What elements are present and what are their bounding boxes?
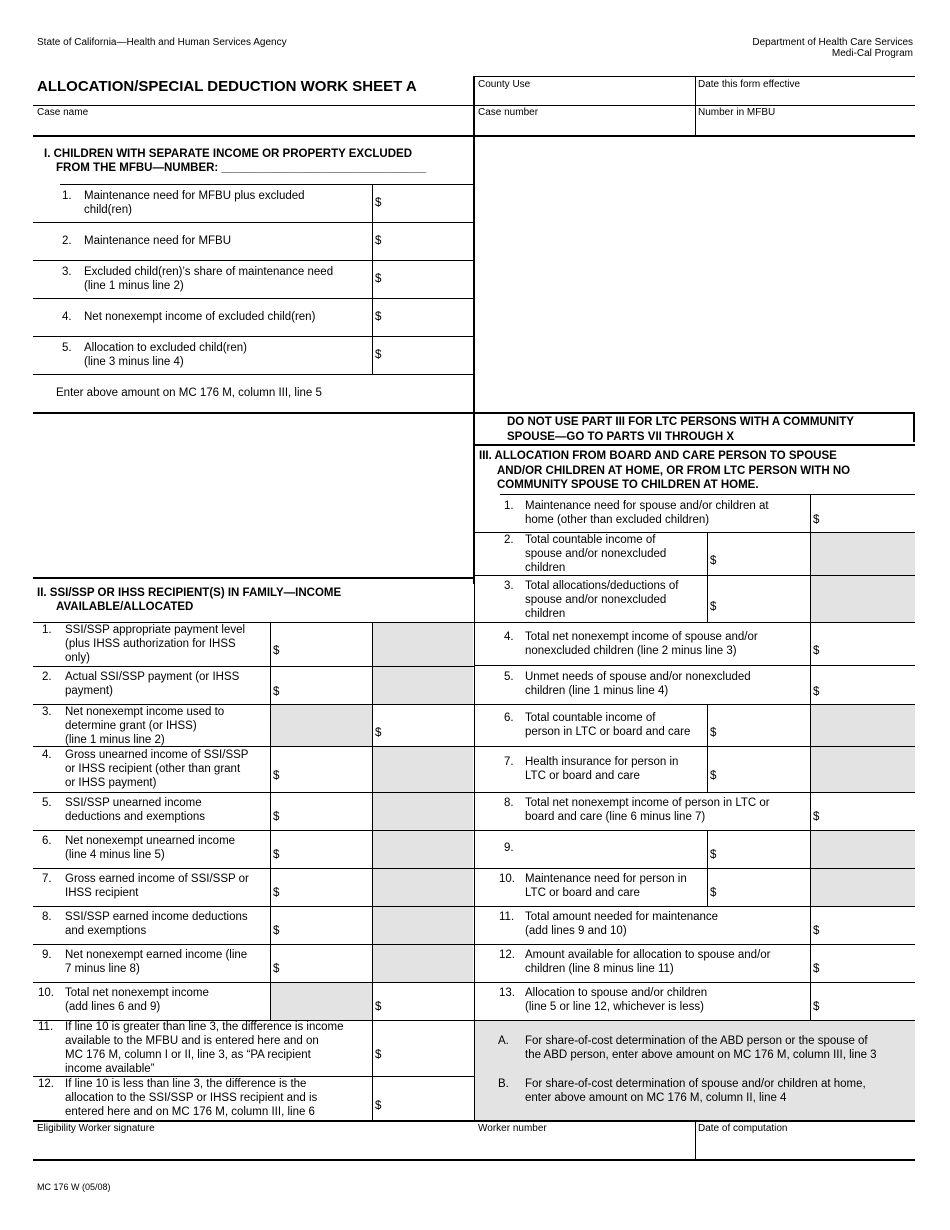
part1-footer-note: Enter above amount on MC 176 M, column III, line 5	[56, 387, 322, 399]
part3-line11-amount[interactable]: $	[813, 925, 820, 937]
part2-line4-amount[interactable]: $	[273, 770, 280, 782]
part2-heading: II. SSI/SSP OR IHSS RECIPIENT(S) IN FAMILY—INCOME	[37, 587, 342, 599]
part2-line1-amount[interactable]: $	[273, 645, 280, 657]
date-effective-field[interactable]	[698, 79, 913, 104]
part3-line4-amount[interactable]: $	[813, 645, 820, 657]
part2-line5-amount[interactable]: $	[273, 811, 280, 823]
part2-line7-amount[interactable]: $	[273, 887, 280, 899]
date-computation-field[interactable]	[698, 1123, 913, 1157]
part1-line4-amount[interactable]: $	[375, 311, 382, 323]
part3-line7-amount[interactable]: $	[710, 770, 717, 782]
part3-line1-amount[interactable]: $	[813, 514, 820, 526]
part3-notice-line1: DO NOT USE PART III FOR LTC PERSONS WITH A COMMUNITY	[507, 416, 854, 428]
agency-label: State of California—Health and Human Services Agency	[37, 37, 287, 48]
part3-line6-amount[interactable]: $	[710, 727, 717, 739]
part2-line3-amount[interactable]: $	[375, 727, 382, 739]
case-name-field[interactable]	[37, 107, 471, 134]
part3-line2-amount[interactable]: $	[710, 555, 717, 567]
worker-number-field[interactable]	[478, 1123, 692, 1157]
part2-line6-amount[interactable]: $	[273, 849, 280, 861]
part1-line5-amount[interactable]: $	[375, 349, 382, 361]
part3-line10-amount[interactable]: $	[710, 887, 717, 899]
case-number-label: Case number	[478, 107, 539, 118]
case-number-field[interactable]	[478, 107, 692, 134]
department-label: Department of Health Care Services	[752, 37, 913, 48]
date-effective-label: Date this form effective	[698, 79, 801, 90]
form-title: ALLOCATION/SPECIAL DEDUCTION WORK SHEET A	[37, 78, 417, 95]
part1-line3-amount[interactable]: $	[375, 273, 382, 285]
case-name-label: Case name	[37, 107, 89, 118]
ew-signature-field[interactable]	[37, 1123, 471, 1157]
number-mfbu-label: Number in MFBU	[698, 107, 776, 118]
part1-heading-number: FROM THE MFBU—NUMBER: ________________________________	[56, 162, 427, 174]
part3-heading: III. ALLOCATION FROM BOARD AND CARE PERSON TO SPOUSE AND/OR CHILDREN AT HOME, OR FROM LTC PERSON WITH NO COMMUNITY SPOUSE TO CHILDREN AT HOME.	[479, 450, 851, 491]
part3-line5-amount[interactable]: $	[813, 686, 820, 698]
part1-heading: I. CHILDREN WITH SEPARATE INCOME OR PROPERTY EXCLUDED	[44, 148, 413, 160]
part3-line8-amount[interactable]: $	[813, 811, 820, 823]
date-computation-label: Date of computation	[698, 1123, 788, 1134]
number-mfbu-field[interactable]	[698, 107, 913, 134]
county-use-field[interactable]	[478, 79, 692, 104]
part3-line3-amount[interactable]: $	[710, 601, 717, 613]
part3-line12-amount[interactable]: $	[813, 963, 820, 975]
part2-heading-line2: AVAILABLE/ALLOCATED	[56, 601, 194, 613]
part1-line1-amount[interactable]: $	[375, 197, 382, 209]
part2-line11-amount[interactable]: $	[375, 1049, 382, 1061]
part3-notice-line2: SPOUSE—GO TO PARTS VII THROUGH X	[507, 431, 735, 443]
part2-line8-amount[interactable]: $	[273, 925, 280, 937]
county-use-label: County Use	[478, 79, 531, 90]
part2-line9-amount[interactable]: $	[273, 963, 280, 975]
part1-line2-amount[interactable]: $	[375, 235, 382, 247]
program-label: Medi-Cal Program	[831, 48, 913, 59]
form-number: MC 176 W (05/08)	[37, 1182, 111, 1192]
part2-line12-amount[interactable]: $	[375, 1100, 382, 1112]
ew-signature-label: Eligibility Worker signature	[37, 1123, 155, 1134]
worker-number-label: Worker number	[478, 1123, 547, 1134]
part3-line13-amount[interactable]: $	[813, 1001, 820, 1013]
part2-line2-amount[interactable]: $	[273, 686, 280, 698]
part3-line9-amount[interactable]: $	[710, 849, 717, 861]
part2-line10-amount[interactable]: $	[375, 1001, 382, 1013]
